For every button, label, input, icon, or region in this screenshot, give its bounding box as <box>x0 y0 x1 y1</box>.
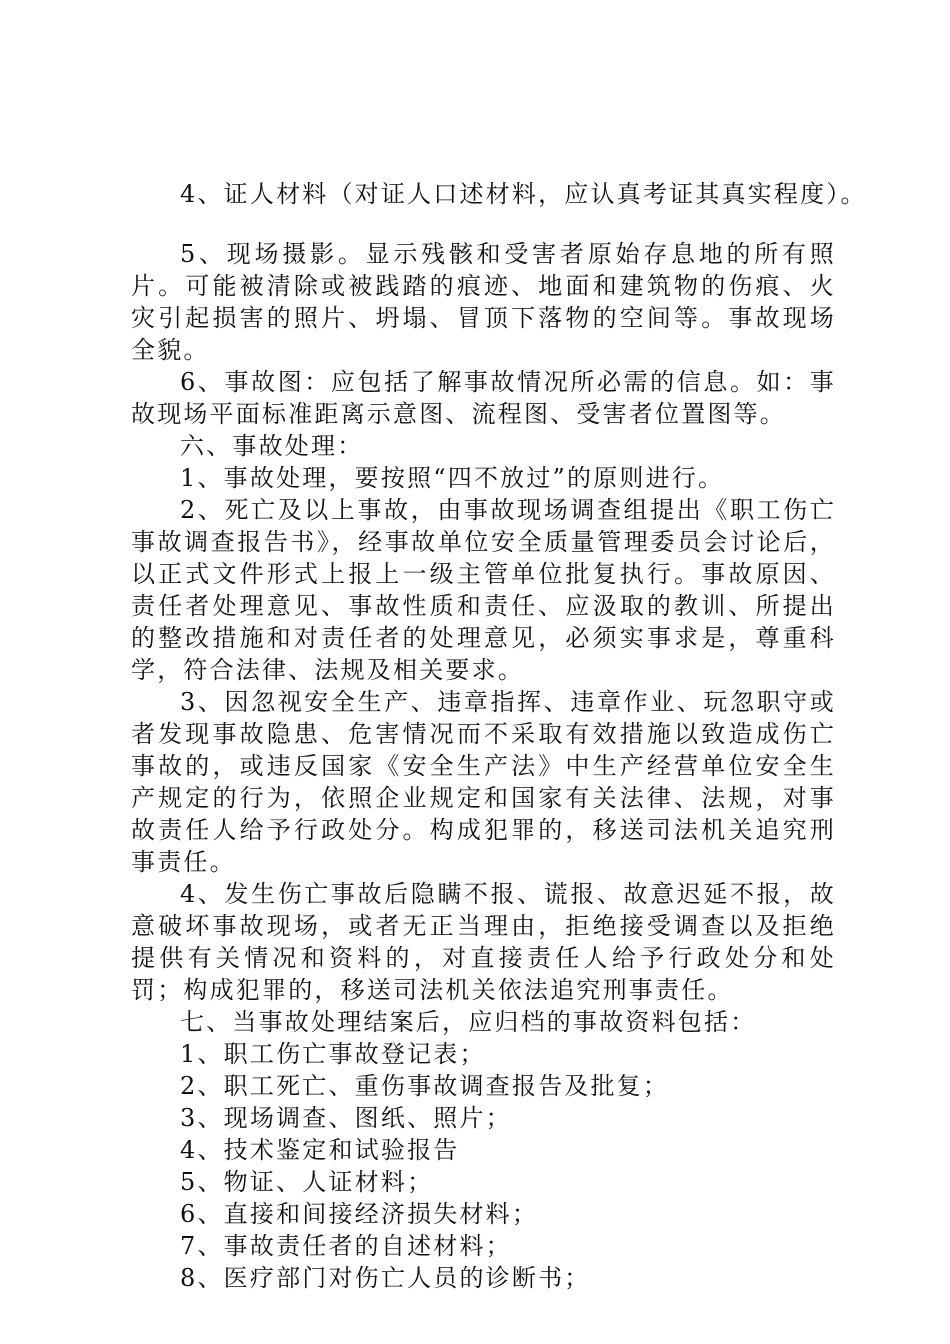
paragraph-concealment-penalty: 4、发生伤亡事故后隐瞒不报、谎报、故意迟延不报，故意破坏事故现场，或者无正当理由，拒绝接受调查以及拒绝提供有关情况和资料的，对直接责任人给予行政处分和处罚；构成犯罪的，移送司法机关依法追究刑事责任。 <box>131 880 836 1004</box>
paragraph-witness-materials: 4、证人材料（对证人口述材料，应认真考证其真实程度）。 <box>180 180 867 208</box>
paragraph-accident-diagram: 6、事故图：应包括了解事故情况所必需的信息。如：事故现场平面标准距离示意图、流程图、受害者位置图等。 <box>131 368 836 428</box>
section-heading-accident-handling: 六、事故处理： <box>180 432 364 460</box>
list-item: 4、技术鉴定和试验报告 <box>180 1136 460 1164</box>
list-item: 3、现场调查、图纸、照片； <box>180 1104 512 1132</box>
list-item: 8、医疗部门对伤亡人员的诊断书； <box>180 1264 591 1292</box>
paragraph-four-no-pass: 1、事故处理，要按照“四不放过”的原则进行。 <box>180 464 725 492</box>
list-item: 6、直接和间接经济损失材料； <box>180 1200 539 1228</box>
section-heading-archive-materials: 七、当事故处理结案后，应归档的事故资料包括： <box>180 1008 757 1036</box>
paragraph-negligence-penalty: 3、因忽视安全生产、违章指挥、违章作业、玩忽职守或者发现事故隐患、危害情况而不采取有效措施以致造成伤亡事故的，或违反国家《安全生产法》中生产经营单位安全生产规定的行为，依照企业规定和国家有关法律、法规，对事故责任人给予行政处分。构成犯罪的，移送司法机关追究刑事责任。 <box>131 688 836 876</box>
list-item: 1、职工伤亡事故登记表； <box>180 1040 486 1068</box>
document-body <box>131 0 867 1294</box>
list-item: 7、事故责任者的自述材料； <box>180 1232 512 1260</box>
paragraph-scene-photography: 5、现场摄影。显示残骸和受害者原始存息地的所有照片。可能被清除或被践踏的痕迹、地面和建筑物的伤痕、火灾引起损害的照片、坍塌、冒顶下落物的空间等。事故现场全貌。 <box>131 240 836 364</box>
paragraph-death-accident-report: 2、死亡及以上事故，由事故现场调查组提出《职工伤亡事故调查报告书》，经事故单位安全质量管理委员会讨论后，以正式文件形式上报上一级主管单位批复执行。事故原因、责任者处理意见、事故性质和责任、应汲取的教训、所提出的整改措施和对责任者的处理意见，必须实事求是，尊重科学，符合法律、法规及相关要求。 <box>131 496 836 684</box>
list-item: 2、职工死亡、重伤事故调查报告及批复； <box>180 1072 670 1100</box>
list-item: 5、物证、人证材料； <box>180 1168 434 1196</box>
